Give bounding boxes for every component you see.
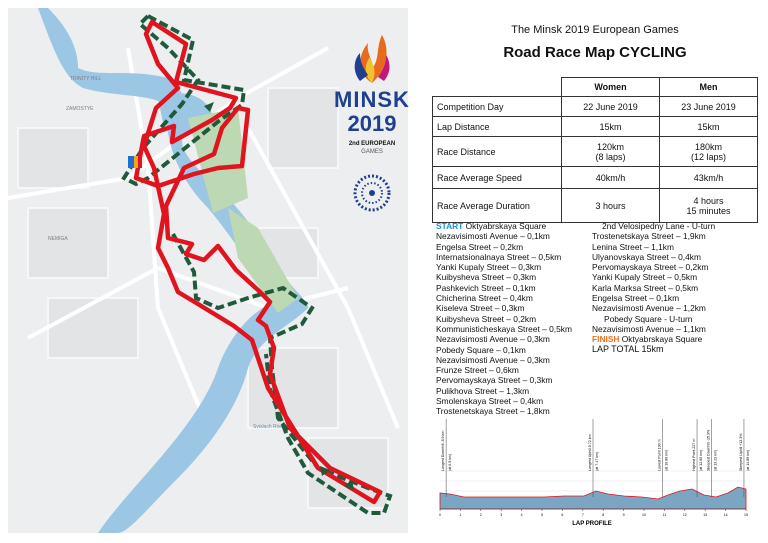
route-step: Chicherina Street – 0,4km (436, 293, 533, 304)
start-line (436, 221, 572, 231)
women-value: 3 hours (562, 189, 660, 223)
table-row (433, 189, 758, 223)
route-step: Pervomayskaya Street – 0,3km (436, 375, 553, 386)
route-step: Nezavisimosti Avenue – 0,3km (436, 354, 550, 365)
profile-tick-label: 15 (744, 513, 748, 517)
profile-tick-label: 13 (703, 513, 708, 517)
profile-tick-label: 8 (602, 513, 605, 517)
route-step: Pervomayskaya Street – 0,2km (592, 262, 709, 273)
route-step: Nezavisimosti Avenue – 1,1km (592, 323, 706, 334)
column-women: Women (562, 78, 660, 97)
profile-annotation-sub: (at 14.89 km) (745, 449, 750, 471)
profile-annotation-sub: (at 13.23 km) (713, 449, 718, 471)
route-step: Nezavisimosti Avenue – 0,3km (436, 334, 550, 345)
route-step: Trostenetskaya Street – 1,9km (592, 231, 706, 242)
profile-tick-label: 11 (662, 513, 667, 517)
start-finish-marker-icon[interactable] (128, 156, 142, 168)
map-title: Road Race Map CYCLING (503, 44, 687, 61)
start-place: Oktyabrskaya Square (465, 221, 547, 231)
row-label: Competition Day (433, 97, 562, 117)
women-value: 22 June 2019 (562, 97, 660, 117)
men-value: 43km/h (660, 167, 758, 189)
route-step: Nezavisimosti Avenue – 1,2km (592, 303, 706, 314)
finish-place: Oktyabrskaya Square (621, 334, 703, 345)
profile-annotation-label: Longest Uphill 8.72 km (588, 434, 592, 471)
route-step: Smolenskaya Street – 0,4km (436, 396, 544, 407)
route-step: Pulikhova Street – 1,3km (436, 385, 530, 396)
route-step: 2nd Velosipedny Lane - U-turn (602, 221, 716, 231)
map-label-river: Svislach River (253, 424, 285, 430)
map-label-trinity: TRINITY HILL (70, 76, 102, 82)
men-main: 4 hours (693, 195, 724, 206)
profile-annotation-label: Lowest Point 190 m (657, 439, 662, 471)
logo-subtitle-1: 2nd EUROPEAN (348, 141, 396, 147)
start-label: START (436, 221, 464, 231)
event-title: The Minsk 2019 European Games (511, 24, 679, 36)
profile-annotations (441, 419, 750, 497)
profile-annotation-sub: (at 7.47 km) (595, 451, 599, 471)
profile-tick-label: 5 (541, 513, 543, 517)
dotted-circle-emblem-icon (352, 173, 392, 213)
profile-annotation-label: Highest Point 227 m (692, 438, 697, 471)
column-men: Men (660, 78, 758, 97)
route-step: Engelsa Street – 0,2km (436, 241, 524, 252)
profile-annotation-label: Steepest Uphill +13.3% (738, 433, 743, 471)
profile-tick-label: 1 (459, 513, 462, 517)
map-label-nemiga: NEMIGA (48, 236, 68, 242)
row-label: Race Average Speed (433, 167, 562, 189)
profile-x-label: LAP PROFILE (572, 521, 612, 527)
flame-emblem-icon (342, 25, 402, 85)
route-step: Kommunisticheskaya Street – 0,5km (436, 323, 572, 334)
route-column-2 (592, 221, 715, 345)
logo-wordmark: MINSK (334, 87, 410, 112)
profile-tick-label: 12 (682, 513, 687, 517)
men-value: 23 June 2019 (660, 97, 758, 117)
lap-profile-chart (424, 415, 760, 527)
route-step: Kiseleva Street – 0,3km (436, 303, 525, 314)
profile-tick-label: 2 (479, 513, 482, 517)
men-value (660, 189, 758, 223)
logo-subtitle-2: GAMES (361, 149, 383, 155)
table-corner-cell (433, 78, 562, 97)
route-step: Internatsionalnaya Street – 0,5km (436, 251, 562, 262)
lap-total: LAP TOTAL 15km (592, 344, 664, 354)
profile-annotation-sub: (at 12.60 km) (699, 449, 704, 471)
profile-tick-label: 3 (500, 513, 503, 517)
route-step: Ulyanovskaya Street – 0,4km (592, 251, 701, 262)
route-step: Lenina Street – 1,1km (592, 241, 674, 252)
men-sub: 15 minutes (686, 205, 731, 216)
route-step: Nezavisimosti Avenue – 0,1km (436, 231, 550, 242)
route-step: Pobedy Square - U-turn (604, 313, 693, 324)
minsk-2019-logo (322, 25, 422, 235)
profile-tick-label: 7 (581, 513, 584, 517)
women-value: 40km/h (562, 167, 660, 189)
route-step: Engelsa Street – 0,1km (592, 293, 680, 304)
route-step: Frunze Street – 0,6km (436, 365, 519, 376)
route-column-1 (436, 221, 572, 417)
race-info-table (432, 77, 758, 223)
profile-ticks (439, 509, 748, 517)
profile-annotation-sub: (at 10.89 km) (664, 449, 669, 471)
table-row (433, 117, 758, 137)
women-value (562, 137, 660, 167)
profile-annotation-sub: (at 0.9 km) (448, 453, 453, 471)
row-label: Race Average Duration (433, 189, 562, 223)
route-step: Pobedy Square – 0,1km (436, 344, 526, 355)
route-step: Pashkevich Street – 0,1km (436, 282, 536, 293)
logo-year: 2019 (347, 111, 397, 136)
men-value: 15km (660, 117, 758, 137)
profile-annotation-label: Steepest Downhill -15.3% (706, 429, 711, 471)
route-step: Kuibysheva Street – 0,3km (436, 272, 537, 283)
route-step: Karla Marksa Street – 0,5km (592, 282, 699, 293)
route-step: Yanki Kupaly Street – 0,3km (436, 262, 542, 273)
table-row (433, 97, 758, 117)
profile-tick-label: 10 (642, 513, 646, 517)
profile-tick-label: 14 (723, 513, 728, 517)
table-row (433, 137, 758, 167)
route-step: Trostenetskaya Street – 1,8km (436, 406, 550, 417)
table-row (433, 167, 758, 189)
route-step: Yanki Kupaly Street – 0,5km (592, 272, 698, 283)
map-label-zamostye: ZAMOSTYE (66, 106, 94, 112)
men-sub: (12 laps) (690, 151, 726, 162)
men-main: 180km (694, 141, 722, 152)
men-value (660, 137, 758, 167)
row-label: Race Distance (433, 137, 562, 167)
women-sub: (8 laps) (595, 151, 626, 162)
row-label: Lap Distance (433, 117, 562, 137)
women-main: 120km (596, 141, 624, 152)
finish-label: FINISH (592, 334, 620, 345)
profile-tick-label: 9 (622, 513, 625, 517)
profile-tick-label: 0 (439, 513, 441, 517)
women-value: 15km (562, 117, 660, 137)
profile-annotation-label: Longest Downhill -8.9 km (441, 430, 446, 471)
profile-tick-label: 6 (561, 513, 564, 517)
profile-tick-label: 4 (520, 513, 523, 517)
table-header-row (433, 78, 758, 97)
route-step: Kuibysheva Street – 0,2km (436, 313, 537, 324)
